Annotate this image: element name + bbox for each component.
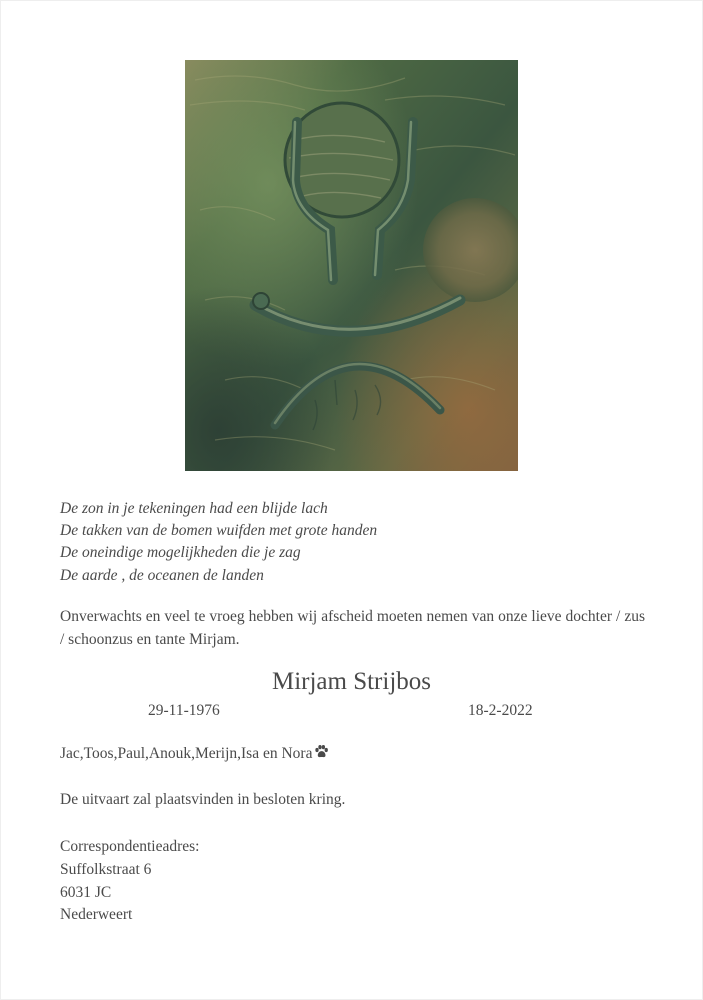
relief-painting (185, 60, 518, 471)
family-line (60, 744, 329, 764)
announcement-text: Onverwachts en veel te vroeg hebben wij afscheid moeten nemen van onze lieve dochter / zus / schoonzus en tante Mirjam. (60, 608, 645, 648)
address-city: Nederweert (60, 906, 133, 924)
family-names: Jac,Toos,Paul,Anouk,Merijn,Isa en Nora (60, 745, 313, 762)
birth-date: 29-11-1976 (148, 702, 220, 719)
poem-line: De oneindige mogelijkheden die je zag (60, 544, 301, 562)
funeral-notice: De uitvaart zal plaatsvinden in besloten kring. (60, 791, 346, 808)
relief-painting-image (185, 60, 518, 471)
correspondence-address (60, 836, 199, 927)
death-date: 18-2-2022 (468, 702, 533, 719)
paw-icon (314, 744, 329, 759)
deceased-name: Mirjam Strijbos (271, 668, 432, 695)
poem (60, 498, 650, 587)
address-label: Correspondentieadres: (60, 838, 200, 855)
poem-line: De aarde , de oceanen de landen (60, 566, 264, 584)
poem-line: De takken van de bomen wuifden met grote handen (60, 522, 378, 540)
poem-line: De zon in je tekeningen had een blijde lach (60, 500, 328, 517)
address-postcode: 6031 JC (60, 883, 112, 901)
address-street: Suffolkstraat 6 (60, 860, 152, 878)
